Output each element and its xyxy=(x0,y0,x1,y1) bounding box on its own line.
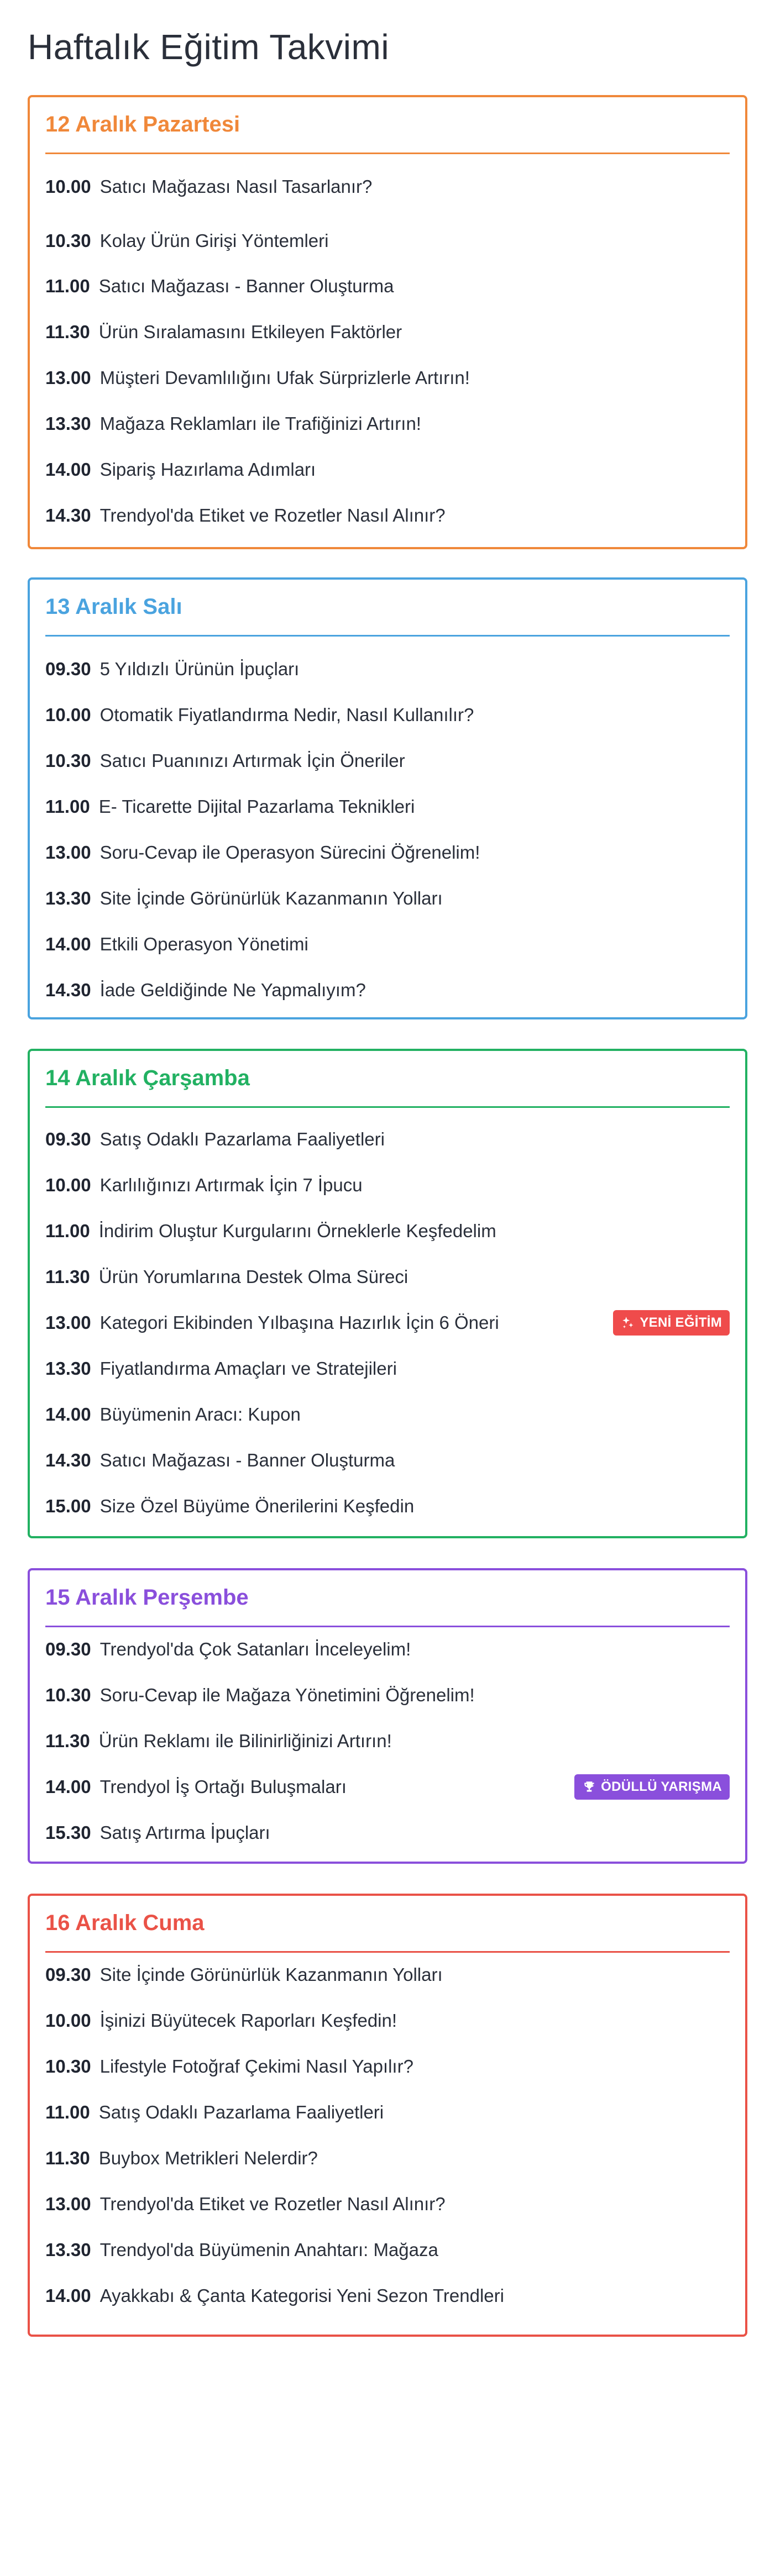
session-time: 14.30 xyxy=(45,1450,91,1470)
session-title[interactable]: İndirim Oluştur Kurgularını Örneklerle Keşfedelim xyxy=(98,1221,496,1241)
session-title[interactable]: Satıcı Mağazası - Banner Oluşturma xyxy=(100,1450,395,1470)
session-title[interactable]: Trendyol İş Ortağı Buluşmaları xyxy=(100,1776,347,1797)
session-title[interactable]: Lifestyle Fotoğraf Çekimi Nasıl Yapılır? xyxy=(100,2056,413,2076)
session-item[interactable] xyxy=(45,1490,730,1523)
session-item[interactable] xyxy=(45,2233,730,2267)
session-badge xyxy=(574,1774,730,1800)
session-title[interactable]: Ürün Reklamı ile Bilinirliğinizi Artırın! xyxy=(98,1731,392,1751)
session-time: 15.00 xyxy=(45,1496,91,1516)
session-item[interactable] xyxy=(45,2004,730,2037)
session-time: 10.00 xyxy=(45,2010,91,2031)
session-time: 11.30 xyxy=(45,1731,90,1751)
session-time: 11.00 xyxy=(45,2102,90,2122)
session-time: 10.00 xyxy=(45,176,91,197)
day-card xyxy=(28,577,747,1019)
session-time: 10.30 xyxy=(45,230,91,251)
session-item[interactable] xyxy=(45,316,730,349)
session-item[interactable] xyxy=(45,974,730,1007)
session-title[interactable]: Size Özel Büyüme Önerilerini Keşfedin xyxy=(100,1496,415,1516)
session-title[interactable]: Soru-Cevap ile Mağaza Yönetimini Öğrenelim! xyxy=(100,1685,475,1705)
session-title[interactable]: Satıcı Puanınızı Artırmak İçin Öneriler xyxy=(100,750,405,771)
session-item[interactable] xyxy=(45,928,730,961)
session-item[interactable] xyxy=(45,1352,730,1385)
session-title[interactable]: Ürün Yorumlarına Destek Olma Süreci xyxy=(98,1266,409,1287)
session-title[interactable]: Karlılığınızı Artırmak İçin 7 İpucu xyxy=(100,1175,363,1195)
session-item[interactable] xyxy=(45,361,730,395)
session-time: 13.00 xyxy=(45,2194,91,2214)
session-time: 11.30 xyxy=(45,1266,90,1287)
session-item[interactable] xyxy=(45,1398,730,1431)
session-title[interactable]: Sipariş Hazırlama Adımları xyxy=(100,459,316,480)
session-title[interactable]: Satış Artırma İpuçları xyxy=(100,1822,270,1843)
session-time: 11.00 xyxy=(45,276,90,296)
session-time: 10.00 xyxy=(45,1175,91,1195)
day-title-divider xyxy=(45,1106,730,1108)
day-card xyxy=(28,1049,747,1538)
session-title[interactable]: Trendyol'da Etiket ve Rozetler Nasıl Alınır? xyxy=(100,505,446,525)
day-title: 14 Aralık Çarşamba xyxy=(45,1066,250,1090)
day-title: 16 Aralık Cuma xyxy=(45,1911,205,1935)
session-badge xyxy=(613,1310,730,1336)
session-item[interactable] xyxy=(45,170,730,203)
session-item[interactable] xyxy=(45,1123,730,1156)
day-card xyxy=(28,1568,747,1864)
day-card xyxy=(28,95,747,549)
session-title[interactable]: E- Ticarette Dijital Pazarlama Teknikleri xyxy=(98,796,415,817)
session-title[interactable]: Site İçinde Görünürlük Kazanmanın Yolları xyxy=(100,888,443,908)
session-title[interactable]: Ürün Sıralamasını Etkileyen Faktörler xyxy=(98,322,402,342)
session-title[interactable]: Soru-Cevap ile Operasyon Sürecini Öğrenelim! xyxy=(100,842,480,863)
session-title[interactable]: Trendyol'da Büyümenin Anahtarı: Mağaza xyxy=(100,2239,438,2260)
session-time: 15.30 xyxy=(45,1822,91,1843)
session-title[interactable]: Satış Odaklı Pazarlama Faaliyetleri xyxy=(98,2102,384,2122)
session-time: 14.30 xyxy=(45,505,91,525)
day-card xyxy=(28,1894,747,2337)
session-time: 10.30 xyxy=(45,750,91,771)
session-item[interactable] xyxy=(45,744,730,777)
session-time: 14.30 xyxy=(45,980,91,1000)
session-time: 14.00 xyxy=(45,1776,91,1797)
session-item[interactable] xyxy=(45,407,730,440)
session-title[interactable]: Fiyatlandırma Amaçları ve Stratejileri xyxy=(100,1358,397,1379)
session-title[interactable]: Büyümenin Aracı: Kupon xyxy=(100,1404,301,1424)
session-title[interactable]: Buybox Metrikleri Nelerdir? xyxy=(98,2148,318,2168)
session-title[interactable]: 5 Yıldızlı Ürünün İpuçları xyxy=(100,659,300,679)
session-item[interactable] xyxy=(45,2050,730,2083)
session-title[interactable]: İade Geldiğinde Ne Yapmalıyım? xyxy=(100,980,366,1000)
badge-label: ÖDÜLLÜ YARIŞMA xyxy=(601,1779,722,1794)
session-title[interactable]: Site İçinde Görünürlük Kazanmanın Yolları xyxy=(100,1964,443,1985)
session-item[interactable] xyxy=(45,1444,730,1477)
session-item[interactable] xyxy=(45,1169,730,1202)
session-item[interactable] xyxy=(45,453,730,486)
session-time: 09.30 xyxy=(45,1964,91,1985)
session-time: 10.30 xyxy=(45,1685,91,1705)
session-title[interactable]: Satıcı Mağazası - Banner Oluşturma xyxy=(98,276,394,296)
session-time: 11.00 xyxy=(45,1221,90,1241)
sparkle-icon xyxy=(621,1316,635,1330)
session-item[interactable] xyxy=(45,790,730,823)
session-time: 13.30 xyxy=(45,1358,91,1379)
session-title[interactable]: Satıcı Mağazası Nasıl Tasarlanır? xyxy=(100,176,373,197)
session-item[interactable] xyxy=(45,270,730,303)
session-item[interactable] xyxy=(45,1679,730,1712)
session-item[interactable] xyxy=(45,2188,730,2221)
day-title-divider xyxy=(45,635,730,637)
session-time: 14.00 xyxy=(45,1404,91,1424)
session-title[interactable]: Ayakkabı & Çanta Kategorisi Yeni Sezon Trendleri xyxy=(100,2285,504,2306)
session-title[interactable]: Satış Odaklı Pazarlama Faaliyetleri xyxy=(100,1129,385,1149)
session-time: 13.00 xyxy=(45,1312,91,1333)
session-item[interactable] xyxy=(45,224,730,257)
session-time: 14.00 xyxy=(45,459,91,480)
session-time: 10.00 xyxy=(45,705,91,725)
session-time: 11.30 xyxy=(45,2148,90,2168)
session-time: 09.30 xyxy=(45,1639,91,1659)
session-time: 10.30 xyxy=(45,2056,91,2076)
session-time: 13.30 xyxy=(45,2239,91,2260)
day-title-divider xyxy=(45,153,730,154)
page-title: Haftalık Eğitim Takvimi xyxy=(28,27,390,67)
session-item[interactable] xyxy=(45,1306,730,1339)
session-title[interactable]: Trendyol'da Etiket ve Rozetler Nasıl Alınır? xyxy=(100,2194,446,2214)
session-item[interactable] xyxy=(45,882,730,915)
day-title: 13 Aralık Salı xyxy=(45,595,182,619)
session-item[interactable] xyxy=(45,2279,730,2312)
day-title-divider xyxy=(45,1951,730,1953)
session-item[interactable] xyxy=(45,1958,730,1991)
session-item[interactable] xyxy=(45,836,730,869)
day-title: 15 Aralık Perşembe xyxy=(45,1585,249,1610)
day-title-divider xyxy=(45,1626,730,1627)
session-item[interactable] xyxy=(45,1260,730,1294)
session-item[interactable] xyxy=(45,1770,730,1804)
session-item[interactable] xyxy=(45,1633,730,1666)
session-title[interactable]: Mağaza Reklamları ile Trafiğinizi Artırın! xyxy=(100,413,421,434)
session-item[interactable] xyxy=(45,698,730,732)
session-item[interactable] xyxy=(45,1816,730,1849)
session-time: 11.00 xyxy=(45,796,90,817)
session-time: 14.00 xyxy=(45,2285,91,2306)
session-item[interactable] xyxy=(45,1725,730,1758)
session-item[interactable] xyxy=(45,1215,730,1248)
session-time: 13.30 xyxy=(45,888,91,908)
session-title[interactable]: İşinizi Büyütecek Raporları Keşfedin! xyxy=(100,2010,397,2031)
session-item[interactable] xyxy=(45,2096,730,2129)
session-time: 09.30 xyxy=(45,1129,91,1149)
session-time: 13.30 xyxy=(45,413,91,434)
session-time: 09.30 xyxy=(45,659,91,679)
session-title[interactable]: Kolay Ürün Girişi Yöntemleri xyxy=(100,230,329,251)
session-item[interactable] xyxy=(45,653,730,686)
session-item[interactable] xyxy=(45,2142,730,2175)
session-title[interactable]: Kategori Ekibinden Yılbaşına Hazırlık İçin 6 Öneri xyxy=(100,1312,499,1333)
session-time: 11.30 xyxy=(45,322,90,342)
session-time: 14.00 xyxy=(45,934,91,954)
day-title: 12 Aralık Pazartesi xyxy=(45,112,240,136)
session-time: 13.00 xyxy=(45,367,91,388)
session-time: 13.00 xyxy=(45,842,91,863)
session-title[interactable]: Otomatik Fiyatlandırma Nedir, Nasıl Kullanılır? xyxy=(100,705,474,725)
badge-label: YENİ EĞİTİM xyxy=(640,1315,722,1330)
trophy-icon xyxy=(582,1780,596,1794)
session-title[interactable]: Müşteri Devamlılığını Ufak Sürprizlerle Artırın! xyxy=(100,367,470,388)
session-title[interactable]: Trendyol'da Çok Satanları İnceleyelim! xyxy=(100,1639,411,1659)
session-title[interactable]: Etkili Operasyon Yönetimi xyxy=(100,934,308,954)
session-item[interactable] xyxy=(45,499,730,532)
